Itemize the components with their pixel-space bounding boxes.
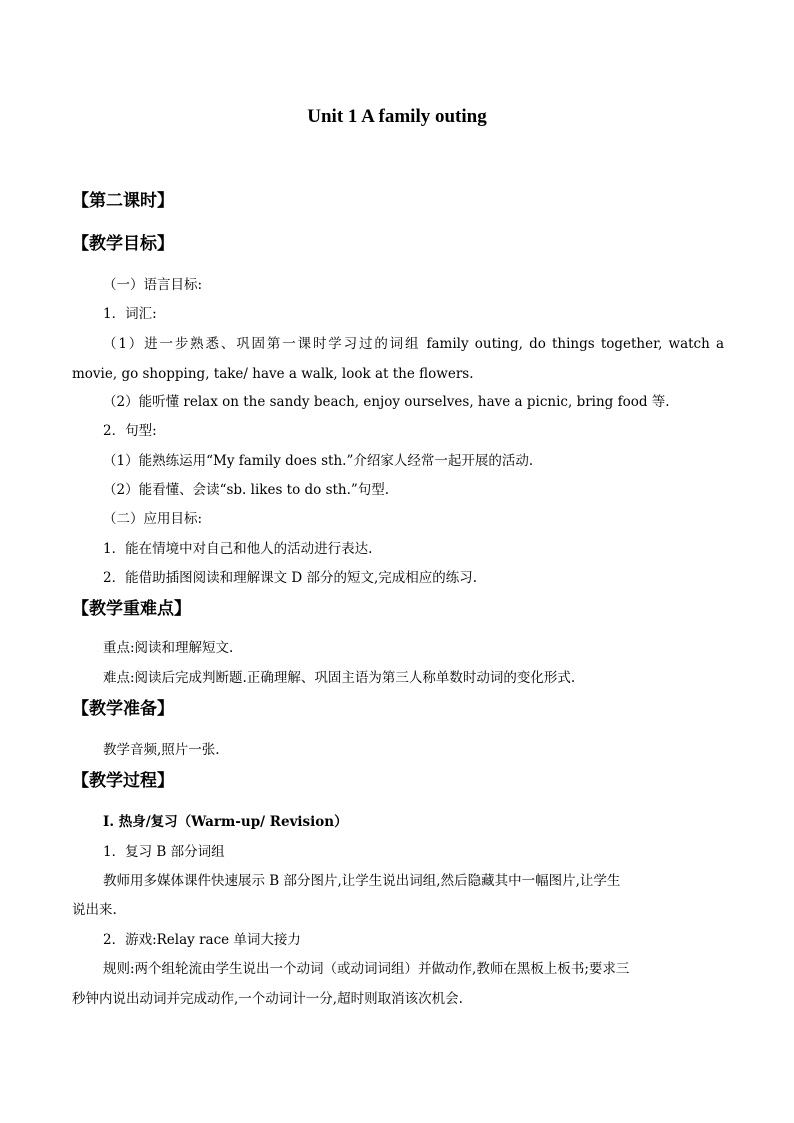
process-item-1-label: 1．复习 B 部分词组 [103, 844, 225, 860]
language-goal-label: （一）语言目标: [103, 277, 203, 293]
process-item-1-line-2: 说出来. [72, 902, 117, 918]
page-title: Unit 1 A family outing [307, 106, 487, 127]
application-item-2: 2．能借助插图阅读和理解课文 D 部分的短文,完成相应的练习. [103, 570, 478, 586]
sentence-item-1: （1）能熟练运用“My family does sth.”介绍家人经常一起开展的活动. [103, 453, 534, 469]
vocab-label: 1．词汇: [103, 306, 157, 322]
lesson-tag: 【第二课时】 [72, 191, 174, 211]
process-item-2-line-2: 秒钟内说出动词并完成动作,一个动词计一分,超时则取消该次机会. [72, 991, 463, 1007]
process-heading: 【教学过程】 [72, 771, 174, 791]
sentence-label: 2．句型: [103, 423, 157, 439]
process-item-2-line-1: 规则:两个组轮流由学生说出一个动词（或动词词组）并做动作,教师在黑板上板书;要求三 [103, 961, 630, 977]
vocab-item-2: （2）能听懂 relax on the sandy beach, enjoy ourselves, have a picnic, bring food 等. [103, 394, 670, 410]
step-1-title: I. 热身/复习（Warm-up/ Revision） [103, 814, 348, 830]
vocab-item-1-continued: movie, go shopping, take/ have a walk, look at the flowers. [72, 366, 474, 382]
process-item-1-line-1: 教师用多媒体课件快速展示 B 部分图片,让学生说出词组,然后隐藏其中一幅图片,让学生 [103, 873, 621, 889]
key-points-heading: 【教学重难点】 [72, 599, 191, 619]
objectives-heading: 【教学目标】 [72, 234, 174, 254]
sentence-item-2: （2）能看懂、会读“sb. likes to do sth.”句型. [103, 482, 390, 498]
application-item-1: 1．能在情境中对自己和他人的活动进行表达. [103, 541, 373, 557]
key-difficulty: 难点:阅读后完成判断题.正确理解、巩固主语为第三人称单数时动词的变化形式. [103, 670, 576, 686]
preparation-heading: 【教学准备】 [72, 699, 174, 719]
application-goal-label: （二）应用目标: [103, 511, 203, 527]
key-focus: 重点:阅读和理解短文. [103, 640, 234, 656]
vocab-item-1: （1）进一步熟悉、巩固第一课时学习过的词组 family outing, do things together, watch a [103, 336, 724, 352]
process-item-2-label: 2．游戏:Relay race 单词大接力 [103, 932, 301, 948]
preparation-content: 教学音频,照片一张. [103, 742, 220, 758]
